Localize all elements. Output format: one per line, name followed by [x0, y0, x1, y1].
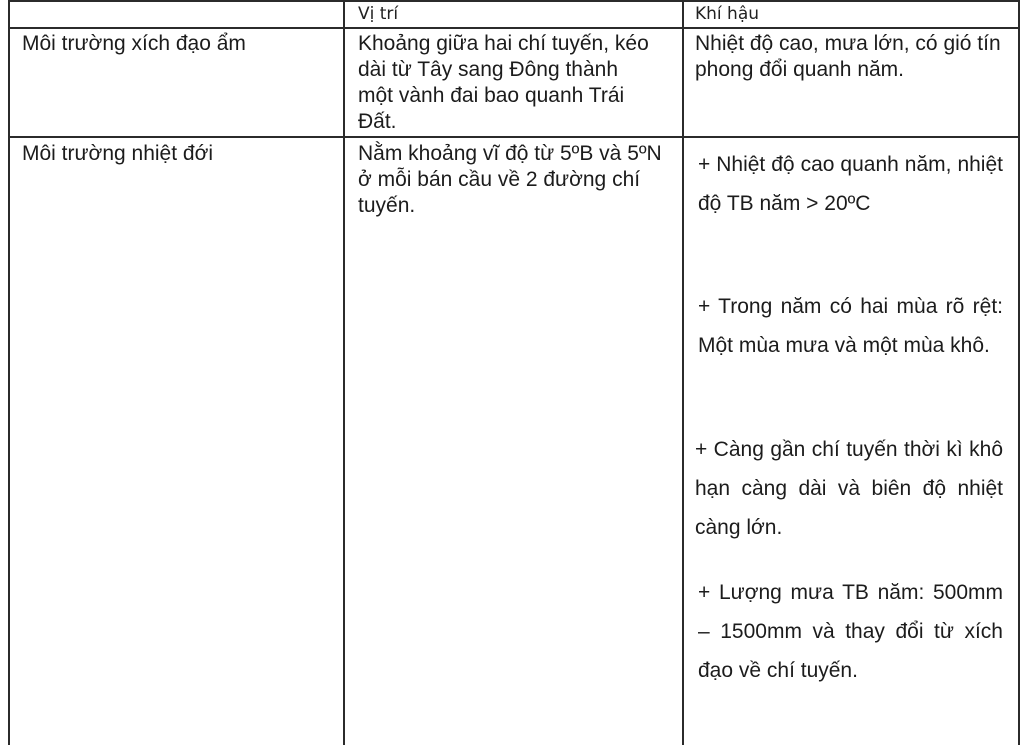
header-climate: Khí hậu: [695, 4, 760, 24]
header-location: Vị trí: [358, 4, 399, 24]
row-divider: [8, 136, 1020, 138]
row1-climate: Nhiệt độ cao, mưa lớn, có gió tín phong đổi quanh năm.: [695, 32, 1001, 81]
table-top-border: [8, 0, 1020, 2]
row2-location: Nằm khoảng vĩ độ từ 5ºB và 5ºN ở mỗi bán cầu về 2 đường chí tuyến.: [358, 142, 662, 217]
row1-location: Khoảng giữa hai chí tuyến, kéo dài từ Tây sang Đông thành một vành đai bao quanh Trái Đất.: [358, 32, 649, 133]
table-right-border: [1018, 0, 1020, 745]
row1-environment: Môi trường xích đạo ẩm: [22, 32, 246, 55]
row2-climate-point-3: + Càng gần chí tuyến thời kì khô hạn càng dài và biên độ nhiệt càng lớn.: [695, 438, 1003, 539]
row2-climate-point-2: + Trong năm có hai mùa rõ rệt: Một mùa mưa và một mùa khô.: [698, 295, 1003, 357]
table-left-border: [8, 0, 10, 745]
row2-climate-point-1: + Nhiệt độ cao quanh năm, nhiệt độ TB năm > 20ºC: [698, 153, 1003, 215]
header-row-divider: [8, 27, 1020, 29]
row2-environment: Môi trường nhiệt đới: [22, 142, 214, 165]
column-divider-climate: [682, 0, 684, 745]
row2-climate-point-4: + Lượng mưa TB năm: 500mm – 1500mm và thay đổi từ xích đạo về chí tuyến.: [698, 581, 1003, 682]
column-divider-location: [343, 0, 345, 745]
